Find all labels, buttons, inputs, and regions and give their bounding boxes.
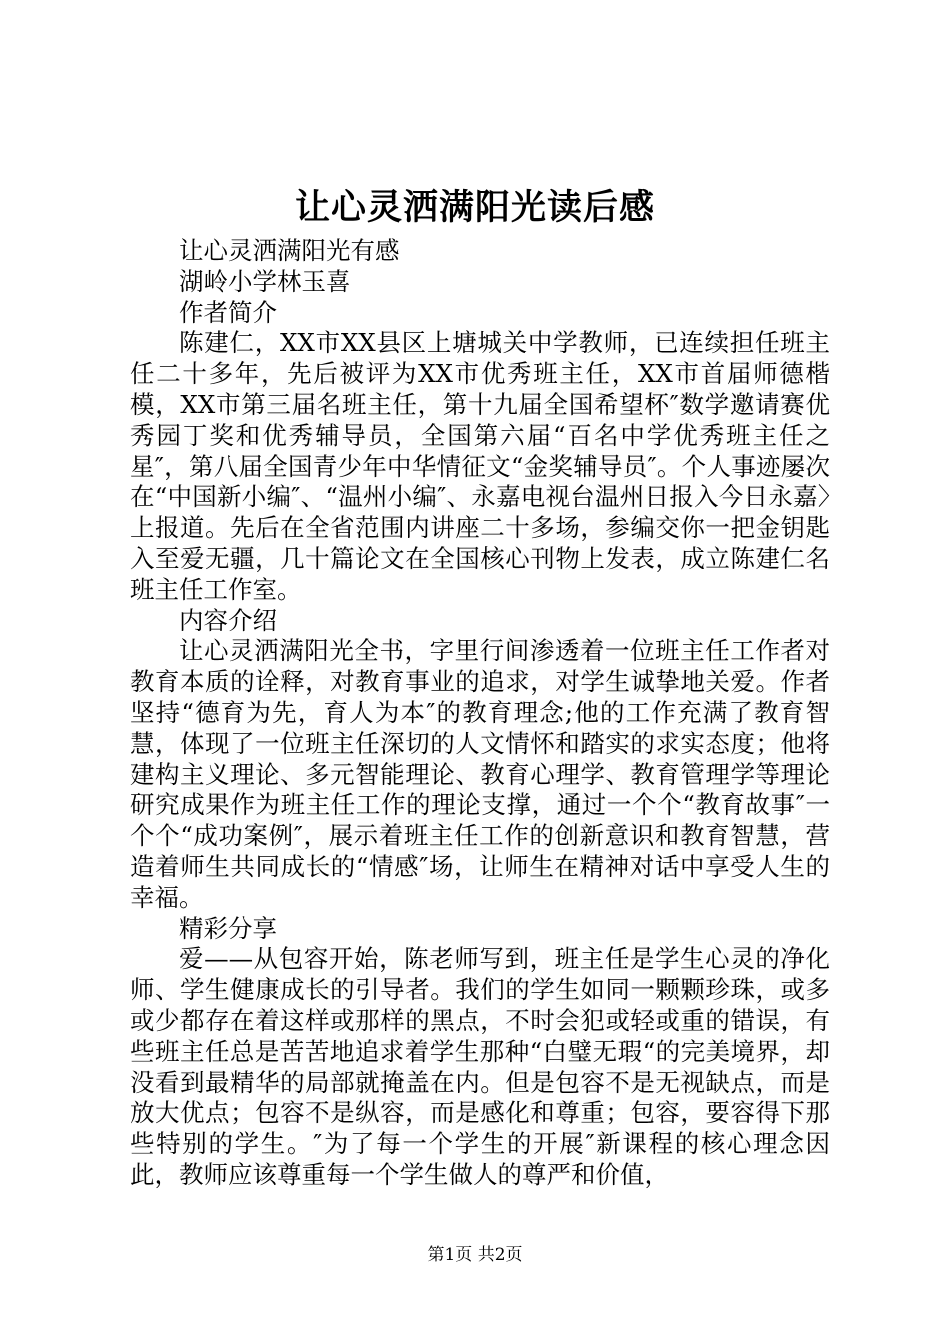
author-line: 湖岭小学林玉喜 bbox=[179, 266, 351, 296]
highlights-paragraph: 爱——从包容开始，陈老师写到，班主任是学生心灵的净化师、学生健康成长的引导者。我们的学生如同一颗颗珍珠，或多或少都存在着这样或那样的黑点，不时会犯或轻或重的错误，有些班主任总是苦苦地追求着学生那种“白璧无瑕“的完美境界，却没看到最精华的局部就掩盖在内。但是包容不是无视缺点，而是放大优点；包容不是纵容，而是感化和尊重；包容，要容得下那些特别的学生。″为了每一个学生的开展″新课程的核心理念因此，教师应该尊重每一个学生做人的尊严和价值， bbox=[130, 944, 830, 1189]
section-heading-content-intro: 内容介绍 bbox=[179, 605, 277, 635]
subtitle-line: 让心灵洒满阳光有感 bbox=[179, 236, 400, 265]
document-body bbox=[130, 236, 830, 1191]
document-title: 让心灵洒满阳光读后感 bbox=[294, 187, 655, 228]
author-intro-paragraph: 陈建仁，XX市XX县区上塘城关中学教师，已连续担任班主任二十多年，先后被评为XX市优秀班主任，XX市首届师德楷模，XX市第三届名班主任，第十九届全国希望杯″数学邀请赛优秀园丁奖和优秀辅导员，全国第六届“百名中学优秀班主任之星″，第八届全国青少年中华情征文“金奖辅导员″。个人事迹屡次在“中国新小编″、“温州小编″、永嘉电视台温州日报入今日永嘉〉上报道。先后在全省范围内讲座二十多场，参编交你一把金钥匙入至爱无疆，几十篇论文在全国核心刊物上发表，成立陈建仁名班主任工作室。 bbox=[130, 328, 830, 604]
section-heading-highlights: 精彩分享 bbox=[179, 913, 277, 943]
section-heading-author-intro: 作者简介 bbox=[179, 297, 277, 327]
page-number-footer: 第1页 共2页 bbox=[427, 1245, 523, 1265]
content-intro-paragraph: 让心灵洒满阳光全书，字里行间渗透着一位班主任工作者对教育本质的诠释，对教育事业的追求，对学生诚挚地关爱。作者坚持“德育为先，育人为本″的教育理念;他的工作充满了教育智慧，体现了一位班主任深切的人文情怀和踏实的求实态度；他将建构主义理论、多元智能理论、教育心理学、教育管理学等理论研究成果作为班主任工作的理论支撑，通过一个个“教育故事″一个个“成功案例″，展示着班主任工作的创新意识和教育智慧，营造着师生共同成长的“情感″场，让师生在精神对话中享受人生的幸福。 bbox=[130, 636, 830, 912]
